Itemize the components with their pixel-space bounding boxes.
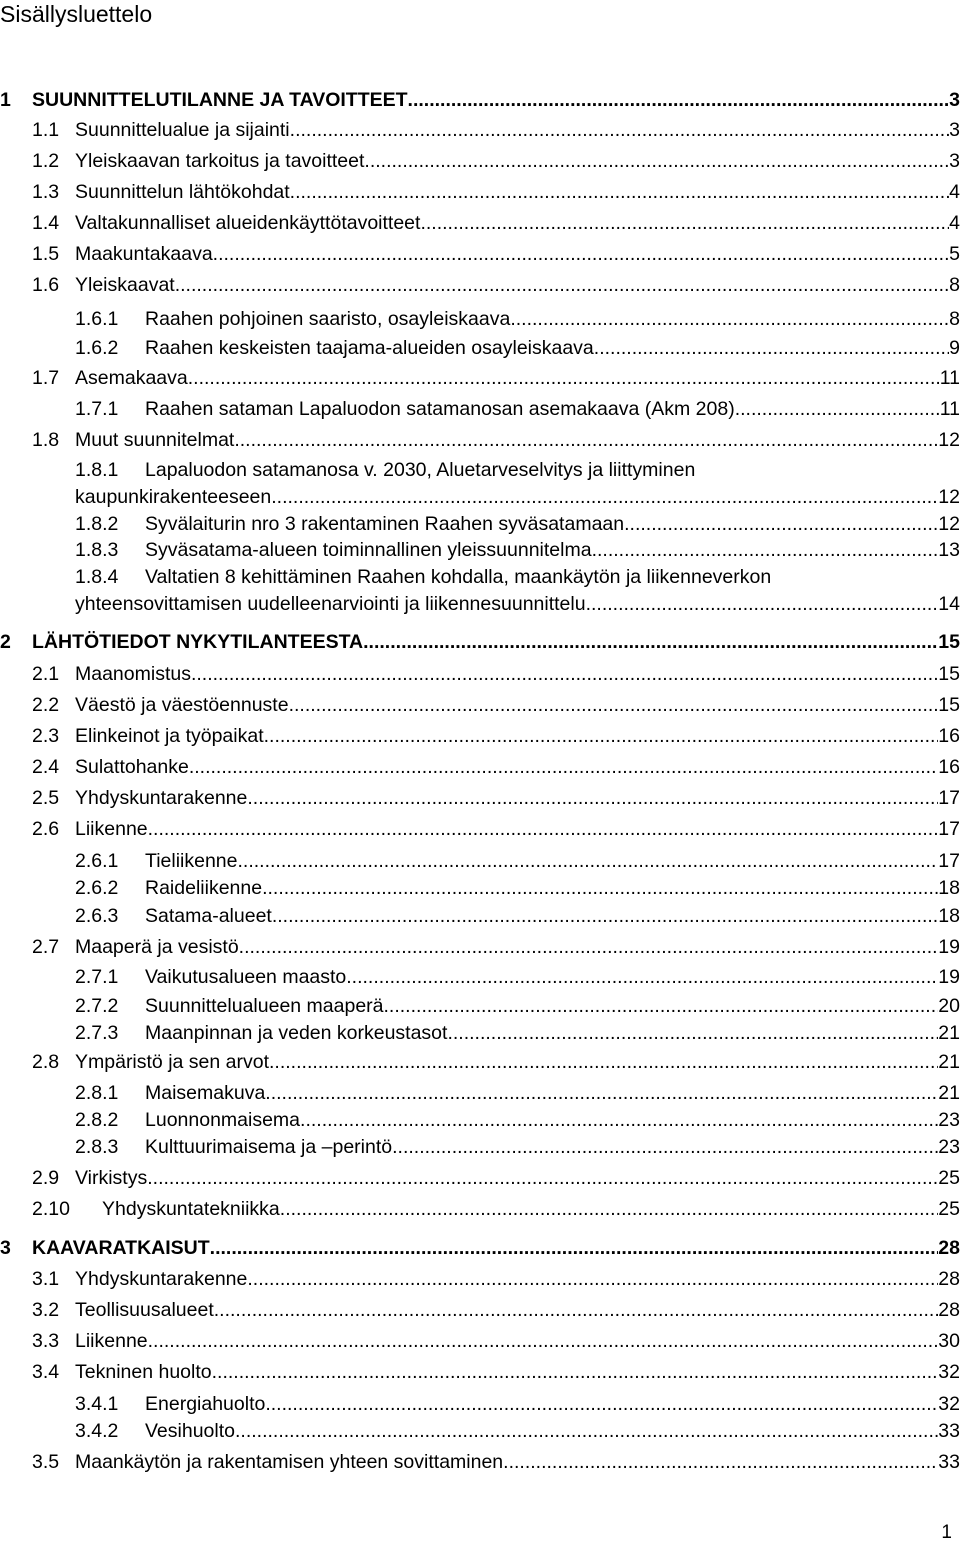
- dot-leader: [235, 1417, 938, 1445]
- toc-entry-page: 30: [938, 1330, 960, 1352]
- dot-leader: [238, 847, 939, 875]
- toc-entry[interactable]: [0, 1234, 960, 1262]
- toc-entry[interactable]: [75, 847, 960, 875]
- toc-entry[interactable]: [75, 1390, 960, 1418]
- toc-entry-label: Vesihuolto: [145, 1420, 235, 1442]
- toc-entry-page: 11: [939, 367, 960, 389]
- toc-entry-page: 19: [938, 936, 960, 958]
- toc-entry[interactable]: [32, 784, 960, 812]
- toc-entry[interactable]: [75, 305, 960, 333]
- toc-entry[interactable]: [32, 1448, 960, 1476]
- toc-entry[interactable]: [32, 209, 960, 237]
- dot-leader: [510, 305, 949, 333]
- toc-entry-number: 3.1: [32, 1268, 60, 1290]
- toc-entry-number: 1.7.1: [75, 398, 119, 420]
- toc-entry[interactable]: [75, 963, 960, 991]
- toc-entry-number: 2.7.2: [75, 995, 119, 1017]
- toc-entry[interactable]: [75, 1079, 960, 1107]
- toc-entry-page: 17: [938, 787, 960, 809]
- toc-entry-page: 21: [938, 1022, 960, 1044]
- dot-leader: [269, 1048, 938, 1076]
- toc-entry-number: 3.3: [32, 1330, 60, 1352]
- toc-entry-label: Maisemakuva: [145, 1082, 266, 1104]
- toc-entry-page: 5: [949, 243, 960, 265]
- toc-entry-number: 3.4: [32, 1361, 60, 1383]
- dot-leader: [363, 628, 938, 656]
- toc-entry-page: 15: [938, 694, 960, 716]
- toc-entry-number: 1.8: [32, 429, 60, 451]
- toc-entry[interactable]: [32, 1195, 960, 1223]
- toc-entry-label: LÄHTÖTIEDOT NYKYTILANTEESTA: [32, 631, 364, 653]
- toc-entry[interactable]: [32, 722, 960, 750]
- dot-leader: [300, 1106, 938, 1134]
- toc-entry[interactable]: [0, 86, 960, 114]
- dot-leader: [272, 902, 938, 930]
- toc-entry-label: Yhdyskuntatekniikka: [102, 1198, 280, 1220]
- toc-entry-number: 2.8.2: [75, 1109, 119, 1131]
- dot-leader: [147, 1164, 938, 1192]
- toc-entry[interactable]: [32, 1358, 960, 1386]
- page-number: 1: [941, 1522, 952, 1543]
- toc-entry[interactable]: [32, 815, 960, 843]
- dot-leader: [212, 1358, 939, 1386]
- toc-entry-number: 3: [0, 1237, 11, 1259]
- toc-entry[interactable]: [75, 992, 960, 1020]
- dot-leader: [586, 590, 939, 618]
- toc-entry[interactable]: [32, 933, 960, 961]
- toc-entry-label: Kulttuurimaisema ja –perintö: [145, 1136, 393, 1158]
- toc-entry-label: Maakuntakaava: [75, 243, 213, 265]
- toc-entry-page: 14: [938, 593, 960, 615]
- dot-leader: [189, 753, 938, 781]
- toc-entry[interactable]: [75, 902, 960, 930]
- toc-entry-page: 9: [949, 337, 960, 359]
- toc-entry-label: Lapaluodon satamanosa v. 2030, Aluetarveselvitys ja liittyminen: [145, 459, 696, 481]
- dot-leader: [280, 1195, 939, 1223]
- toc-entry-page: 16: [938, 725, 960, 747]
- toc-entry[interactable]: [75, 1133, 960, 1161]
- toc-entry-number: 2.9: [32, 1167, 60, 1189]
- toc-entry[interactable]: [75, 456, 960, 508]
- toc-entry-page: 3: [949, 119, 960, 141]
- toc-entry-page: 4: [949, 181, 960, 203]
- dot-leader: [503, 1448, 938, 1476]
- toc-entry-number: 3.4.2: [75, 1420, 119, 1442]
- toc-entry-page: 19: [938, 966, 960, 988]
- toc-entry-number: 2.3: [32, 725, 60, 747]
- toc-entry-label: Valtakunnalliset alueidenkäyttötavoitteet: [75, 212, 421, 234]
- toc-entry-number: 2.6: [32, 818, 60, 840]
- toc-entry-label: Suunnittelualueen maaperä: [145, 995, 384, 1017]
- toc-entry-number: 1.4: [32, 212, 60, 234]
- dot-leader: [447, 1019, 938, 1047]
- toc-entry-page: 23: [938, 1136, 960, 1158]
- toc-entry-page: 12: [938, 513, 960, 535]
- dot-leader: [175, 271, 949, 299]
- toc-entry-number: 2.5: [32, 787, 60, 809]
- toc-entry-page: 25: [938, 1198, 960, 1220]
- toc-entry-label: Liikenne: [75, 1330, 148, 1352]
- toc-entry[interactable]: [32, 178, 960, 206]
- toc-entry[interactable]: [32, 753, 960, 781]
- toc-entry-number: 1.6: [32, 274, 60, 296]
- dot-leader: [594, 334, 949, 362]
- toc-entry-number: 1.2: [32, 150, 60, 172]
- toc-entry-label: Yleiskaavan tarkoitus ja tavoitteet: [75, 150, 365, 172]
- toc-entry-number: 2.8.3: [75, 1136, 119, 1158]
- dot-leader: [289, 691, 939, 719]
- toc-entry-label: Valtatien 8 kehittäminen Raahen kohdalla, maankäytön ja liikenneverkon: [145, 566, 772, 588]
- toc-entry-number: 3.5: [32, 1451, 60, 1473]
- toc-entry-number: 1: [0, 89, 11, 111]
- toc-entry-label: Yleiskaavat: [75, 274, 175, 296]
- toc-entry[interactable]: [75, 510, 960, 538]
- toc-entry-label-continued: kaupunkirakenteeseen: [75, 486, 272, 508]
- toc-entry-page: 8: [949, 308, 960, 330]
- toc-entry-label: Ympäristö ja sen arvot: [75, 1051, 270, 1073]
- toc-entry-label: Virkistys: [75, 1167, 148, 1189]
- dot-leader: [214, 1296, 939, 1324]
- toc-entry-number: 1.6.1: [75, 308, 119, 330]
- toc-entry[interactable]: [75, 1106, 960, 1134]
- dot-leader: [264, 722, 939, 750]
- toc-entry[interactable]: [32, 364, 960, 392]
- dot-leader: [420, 209, 949, 237]
- toc-entry-page: 12: [938, 429, 960, 451]
- dot-leader: [592, 536, 939, 564]
- toc-entry-number: 2.6.1: [75, 850, 119, 872]
- toc-entry-page: 3: [949, 89, 960, 111]
- dot-leader: [392, 1133, 938, 1161]
- toc-entry-number: 1.8.3: [75, 539, 119, 561]
- toc-entry-number: 2.7.1: [75, 966, 119, 988]
- toc-entry-page: 12: [938, 486, 960, 508]
- toc-entry-number: 2.7: [32, 936, 60, 958]
- toc-entry-label: Syväsatama-alueen toiminnallinen yleissuunnitelma: [145, 539, 592, 561]
- toc-entry-number: 2: [0, 631, 11, 653]
- toc-entry-label: Sulattohanke: [75, 756, 189, 778]
- toc-entry-page: 15: [938, 663, 960, 685]
- toc-entry-label: Muut suunnitelmat: [75, 429, 235, 451]
- toc-entry-label: Syvälaiturin nro 3 rakentaminen Raahen syväsatamaan.: [145, 513, 630, 535]
- toc-entry-number: 1.5: [32, 243, 60, 265]
- toc-entry-page: 13: [938, 539, 960, 561]
- toc-entry-label: Teollisuusalueet: [75, 1299, 214, 1321]
- toc-entry[interactable]: [75, 1019, 960, 1047]
- toc-entry-label: Tekninen huolto: [75, 1361, 212, 1383]
- toc-entry-page: 18: [938, 905, 960, 927]
- toc-entry-page: 18: [938, 877, 960, 899]
- dot-leader: [346, 963, 938, 991]
- toc-entry-label-continued: yhteensovittamisen uudelleenarviointi ja liikennesuunnittelu: [75, 593, 586, 615]
- toc-entry-number: 3.2: [32, 1299, 60, 1321]
- toc-entry[interactable]: [75, 395, 960, 423]
- toc-entry-page: 17: [938, 850, 960, 872]
- toc-entry-page: 20: [938, 995, 960, 1017]
- dot-leader: [408, 86, 950, 114]
- toc-entry-label: KAAVARATKAISUT: [32, 1237, 210, 1259]
- toc-entry-label: Raahen sataman Lapaluodon satamanosan asemakaava (Akm 208): [145, 398, 735, 420]
- toc-entry-page: 32: [938, 1393, 960, 1415]
- toc-entry-label: Vaikutusalueen maasto: [145, 966, 347, 988]
- toc-entry[interactable]: [75, 1417, 960, 1445]
- toc-entry-page: 17: [938, 818, 960, 840]
- toc-entry-page: 33: [938, 1451, 960, 1473]
- dot-leader: [188, 364, 940, 392]
- toc-entry[interactable]: [75, 334, 960, 362]
- toc-entry[interactable]: [32, 147, 960, 175]
- toc-entry-page: 33: [938, 1420, 960, 1442]
- dot-leader: [290, 178, 949, 206]
- toc-entry-label: Suunnittelualue ja sijainti: [75, 119, 290, 141]
- toc-entry-page: 4: [949, 212, 960, 234]
- toc-entry-page: 3: [949, 150, 960, 172]
- toc-entry[interactable]: [32, 271, 960, 299]
- toc-entry-page: 23: [938, 1109, 960, 1131]
- toc-entry-number: 1.3: [32, 181, 60, 203]
- toc-entry-number: 2.6.3: [75, 905, 119, 927]
- toc-entry-number: 1.6.2: [75, 337, 119, 359]
- toc-entry-label: Luonnonmaisema: [145, 1109, 301, 1131]
- dot-leader: [234, 426, 938, 454]
- toc-entry-label: Maanomistus: [75, 663, 191, 685]
- toc-entry-label: Raahen keskeisten taajama-alueiden osayleiskaava: [145, 337, 594, 359]
- toc-entry[interactable]: [32, 426, 960, 454]
- toc-entry-label: SUUNNITTELUTILANNE JA TAVOITTEET: [32, 89, 408, 111]
- toc-entry-label: Väestö ja väestöennuste: [75, 694, 289, 716]
- toc-entry-page: 21: [938, 1082, 960, 1104]
- dot-leader: [290, 116, 949, 144]
- toc-entry-label: Tieliikenne: [145, 850, 238, 872]
- toc-entry-number: 1.8.4: [75, 566, 119, 588]
- toc-entry-number: 1.8.2: [75, 513, 119, 535]
- dot-leader: [213, 240, 949, 268]
- toc-entry[interactable]: [32, 1164, 960, 1192]
- toc-entry[interactable]: [75, 563, 960, 615]
- toc-entry-number: 2.8.1: [75, 1082, 119, 1104]
- toc-entry-page: 16: [938, 756, 960, 778]
- toc-entry-number: 1.7: [32, 367, 60, 389]
- toc-entry-number: 2.8: [32, 1051, 60, 1073]
- dot-leader: [735, 395, 940, 423]
- dot-leader: [265, 1390, 938, 1418]
- dot-leader: [630, 510, 939, 538]
- dot-leader: [247, 784, 938, 812]
- toc-entry-label: Raideliikenne: [145, 877, 263, 899]
- toc-entry-page: 25: [938, 1167, 960, 1189]
- toc-entry[interactable]: [32, 660, 960, 688]
- dot-leader: [148, 815, 939, 843]
- toc-entry-page: 8: [949, 274, 960, 296]
- toc-entry-number: 2.6.2: [75, 877, 119, 899]
- toc-entry-number: 3.4.1: [75, 1393, 119, 1415]
- toc-entry-page: 21: [938, 1051, 960, 1073]
- toc-entry[interactable]: [32, 1327, 960, 1355]
- toc-entry-number: 1.8.1: [75, 459, 119, 481]
- toc-entry-page: 28: [938, 1299, 960, 1321]
- dot-leader: [262, 874, 938, 902]
- dot-leader: [247, 1265, 938, 1293]
- toc-entry[interactable]: [32, 116, 960, 144]
- dot-leader: [239, 933, 939, 961]
- toc-entry[interactable]: [75, 874, 960, 902]
- dot-leader: [384, 992, 939, 1020]
- toc-entry-page: 32: [938, 1361, 960, 1383]
- toc-entry[interactable]: [0, 628, 960, 656]
- toc-entry-number: 2.7.3: [75, 1022, 119, 1044]
- dot-leader: [265, 1079, 938, 1107]
- toc-entry-label: Yhdyskuntarakenne: [75, 1268, 248, 1290]
- dot-leader: [210, 1234, 939, 1262]
- toc-entry[interactable]: [75, 536, 960, 564]
- toc-entry[interactable]: [32, 240, 960, 268]
- toc-entry-label: Elinkeinot ja työpaikat: [75, 725, 264, 747]
- toc-entry-page: 28: [938, 1268, 960, 1290]
- toc-entry-label: Asemakaava: [75, 367, 188, 389]
- dot-leader: [148, 1327, 939, 1355]
- toc-entry-label: Maankäytön ja rakentamisen yhteen sovittaminen: [75, 1451, 504, 1473]
- toc-entry-label: Liikenne: [75, 818, 148, 840]
- toc-entry-number: 1.1: [32, 119, 60, 141]
- toc-entry-number: 2.10: [32, 1198, 70, 1220]
- toc-entry[interactable]: [32, 1265, 960, 1293]
- toc-entry-number: 2.4: [32, 756, 60, 778]
- toc-entry-page: 15: [938, 631, 960, 653]
- toc-entry-label: Satama-alueet: [145, 905, 272, 927]
- toc-entry-number: 2.1: [32, 663, 60, 685]
- toc-entry-label: Energiahuolto: [145, 1393, 266, 1415]
- toc-entry-label: Maanpinnan ja veden korkeustasot: [145, 1022, 448, 1044]
- toc-entry-page: 28: [938, 1237, 960, 1259]
- toc-entry-label: Maaperä ja vesistö: [75, 936, 239, 958]
- dot-leader: [364, 147, 949, 175]
- toc-entry-label: Raahen pohjoinen saaristo, osayleiskaava: [145, 308, 511, 330]
- toc-entry-label: Yhdyskuntarakenne: [75, 787, 248, 809]
- toc-entry-number: 2.2: [32, 694, 60, 716]
- toc-entry-page: 11: [939, 398, 960, 420]
- toc-entry-label: Suunnittelun lähtökohdat: [75, 181, 290, 203]
- toc-entry[interactable]: [32, 691, 960, 719]
- page-title: Sisällysluettelo: [0, 1, 153, 27]
- dot-leader: [191, 660, 938, 688]
- dot-leader: [271, 483, 938, 511]
- toc-entry[interactable]: [32, 1296, 960, 1324]
- toc-entry[interactable]: [32, 1048, 960, 1076]
